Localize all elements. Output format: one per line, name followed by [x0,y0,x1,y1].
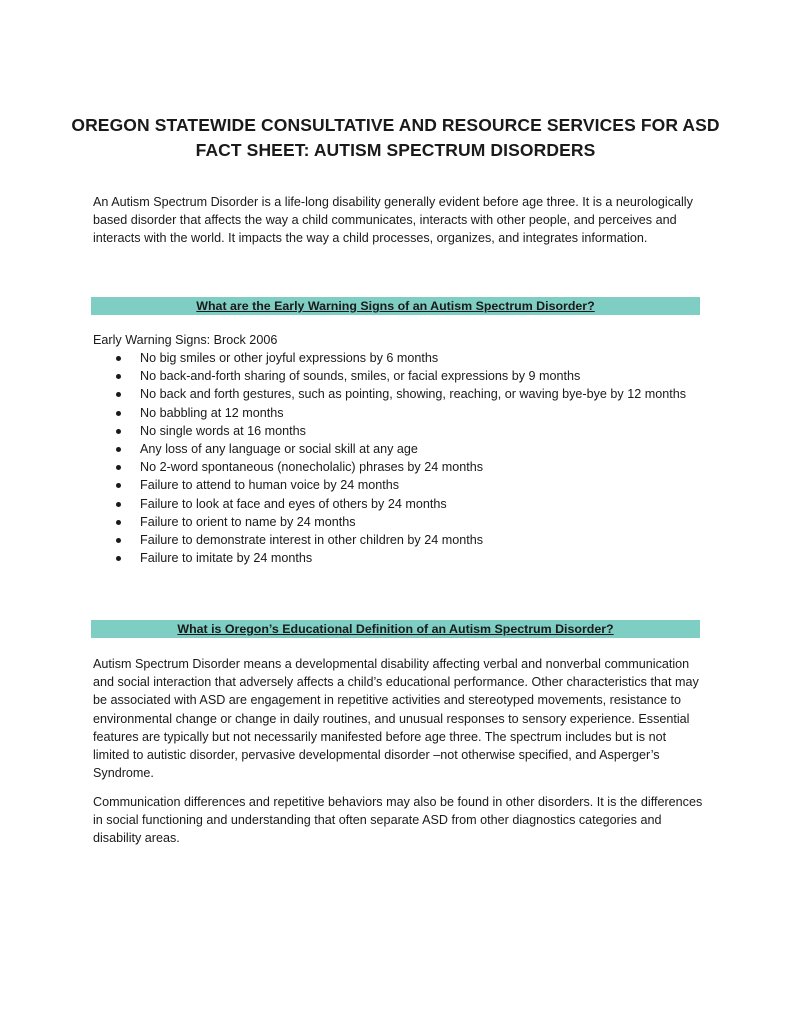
title-line-2: FACT SHEET: AUTISM SPECTRUM DISORDERS [195,140,596,160]
bullet-icon [116,356,121,361]
bullet-icon [116,429,121,434]
intro-paragraph: An Autism Spectrum Disorder is a life-long disability generally evident before age three. It is a neurologically based disorder that affects the way a child communicates, interacts with other people, and perceives and interacts with the world. It impacts the way a child processes, organizes, and integrates information. [93,195,693,246]
warning-sign-item [93,422,693,440]
bullet-icon [116,538,121,543]
warning-sign-text: No babbling at 12 months [140,405,284,420]
warning-sign-item [93,495,693,513]
warning-signs-label: Early Warning Signs: Brock 2006 [93,333,278,347]
warning-sign-item [93,531,693,549]
section-heading-definition-text: What is Oregon’s Educational Definition of an Autism Spectrum Disorder? [177,622,614,636]
warning-sign-text: Failure to look at face and eyes of others by 24 months [140,496,447,511]
page-title [60,113,731,163]
section-heading-warning-signs [91,297,700,315]
bullet-icon [116,374,121,379]
warning-signs-list [93,349,693,567]
warning-sign-item [93,458,693,476]
bullet-icon [116,556,121,561]
bullet-icon [116,411,121,416]
warning-sign-item [93,367,693,385]
warning-sign-text: Failure to imitate by 24 months [140,551,313,566]
warning-sign-item [93,476,693,494]
warning-sign-text: No back-and-forth sharing of sounds, smiles, or facial expressions by 9 months [140,369,581,384]
warning-sign-text: Failure to attend to human voice by 24 months [140,478,400,493]
warning-sign-item [93,404,693,422]
warning-sign-text: Failure to orient to name by 24 months [140,514,356,529]
warning-sign-text: Any loss of any language or social skill at any age [140,442,418,457]
bullet-icon [116,447,121,452]
warning-sign-text: Failure to demonstrate interest in other children by 24 months [140,533,484,548]
warning-sign-item [93,385,693,403]
bullet-icon [116,520,121,525]
bullet-icon [116,483,121,488]
bullet-icon [116,465,121,470]
warning-sign-item [93,440,693,458]
warning-sign-text: No 2-word spontaneous (nonecholalic) phrases by 24 months [140,460,484,475]
warning-sign-text: No big smiles or other joyful expressions by 6 months [140,351,439,365]
definition-paragraph: Autism Spectrum Disorder means a developmental disability affecting verbal and nonverbal communication and social interaction that adversely affects a child’s educational performance. Other characteristics that may be associated with ASD are engagement in repetitive activities and stereotyped movements, resistance to environmental change or change in daily routines, and unusual responses to sensory experience. Essential features are typically but not necessarily manifested before age three. The spectrum includes but is not limited to autistic disorder, pervasive developmental disorder –not otherwise specified, and Asperger’s Syndrome. [93,657,699,781]
section-heading-warning-signs-text: What are the Early Warning Signs of an Autism Spectrum Disorder? [196,299,595,313]
bullet-icon [116,502,121,507]
warning-sign-text: No back and forth gestures, such as pointing, showing, reaching, or waving bye-bye by 12 months [140,387,687,402]
warning-sign-item [93,549,693,567]
warning-sign-item [93,349,693,367]
warning-sign-text: No single words at 16 months [140,423,306,438]
differences-paragraph: Communication differences and repetitive behaviors may also be found in other disorders. It is the differences in social functioning and understanding that often separate ASD from other diagnostics categories and disability areas. [93,795,703,846]
section-heading-definition [91,620,700,638]
title-line-1: OREGON STATEWIDE CONSULTATIVE AND RESOURCE SERVICES FOR ASD [71,115,720,135]
bullet-icon [116,392,121,397]
warning-sign-item [93,513,693,531]
